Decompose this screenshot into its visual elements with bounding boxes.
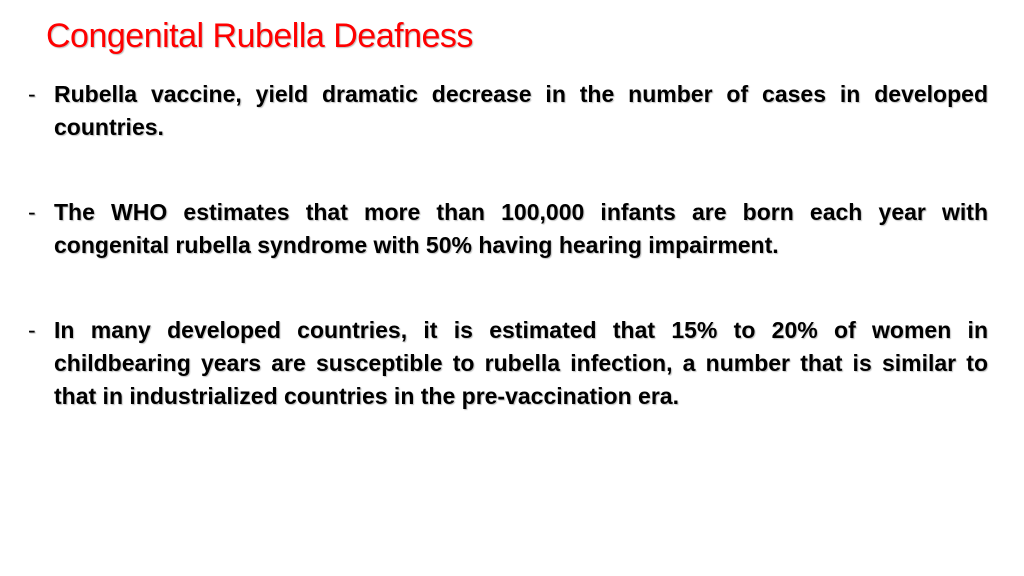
bullet-list xyxy=(28,78,988,465)
bullet-text: In many developed countries, it is estimated that 15% to 20% of women in childbearing years are susceptible to rubella infection, a number that is similar to that in industrialized countries in the pre-vaccination era. xyxy=(54,317,988,409)
bullet-dash: - xyxy=(28,317,36,343)
bullet-item-vaccine xyxy=(28,78,988,144)
bullet-item-susceptibility xyxy=(28,314,988,413)
bullet-dash: - xyxy=(28,81,36,107)
slide-title: Congenital Rubella Deafness xyxy=(46,17,473,55)
bullet-text: Rubella vaccine, yield dramatic decrease in the number of cases in developed countries. xyxy=(54,81,988,140)
bullet-dash: - xyxy=(28,199,36,225)
bullet-text: The WHO estimates that more than 100,000 infants are born each year with congenital rubella syndrome with 50% having hearing impairment. xyxy=(54,199,988,258)
bullet-item-who-estimate xyxy=(28,196,988,262)
